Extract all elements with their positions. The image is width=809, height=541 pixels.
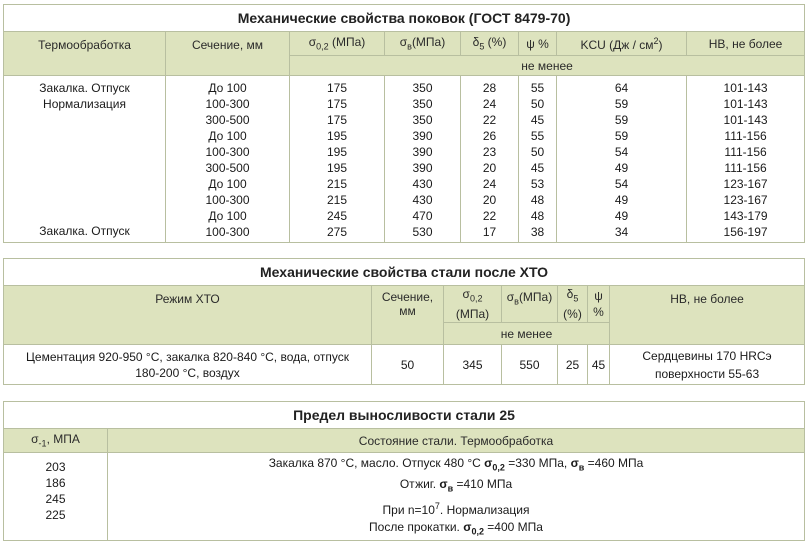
kcu-value: 54 bbox=[614, 177, 629, 191]
endurance-limit-table bbox=[3, 401, 805, 541]
reduction-value: 38 bbox=[530, 225, 545, 239]
hardness-column bbox=[687, 76, 805, 243]
reduction-value: 55 bbox=[530, 129, 545, 143]
header-reduction: ψ % bbox=[519, 32, 557, 56]
section-column bbox=[166, 76, 290, 243]
endurance-value: 203 bbox=[45, 460, 66, 474]
hardness-value: 101-143 bbox=[723, 97, 768, 111]
tensile-value: 350 bbox=[412, 113, 433, 127]
yield-value: 195 bbox=[326, 145, 348, 159]
section-value: 100-300 bbox=[205, 225, 250, 239]
reduction-value: 50 bbox=[530, 97, 545, 111]
header-section: Сечение, мм bbox=[372, 286, 444, 345]
endurance-value: 186 bbox=[45, 476, 66, 490]
elongation-value: 22 bbox=[482, 113, 497, 127]
hardness-value: 111-156 bbox=[724, 161, 767, 175]
kcu-value: 49 bbox=[614, 161, 629, 175]
kcu-value: 59 bbox=[614, 97, 629, 111]
kcu-value: 34 bbox=[614, 225, 629, 239]
kcu-value: 49 bbox=[614, 209, 629, 223]
reduction-value: 45 bbox=[588, 345, 610, 385]
yield-value: 245 bbox=[326, 209, 348, 223]
reduction-value: 45 bbox=[530, 161, 545, 175]
elongation-column bbox=[461, 76, 519, 243]
hardness-value: 143-179 bbox=[723, 209, 768, 223]
hardness-value: 111-156 bbox=[724, 145, 767, 159]
hardness-value: Сердцевины 170 HRCэ поверхности 55-63 bbox=[610, 345, 805, 385]
elongation-value: 23 bbox=[482, 145, 497, 159]
reduction-value: 48 bbox=[530, 209, 545, 223]
hardness-value: 156-197 bbox=[723, 225, 768, 239]
tensile-value: 430 bbox=[412, 193, 433, 207]
yield-value: 215 bbox=[326, 193, 348, 207]
reduction-column bbox=[519, 76, 557, 243]
table1-title: Механические свойства поковок (ГОСТ 8479-70) bbox=[4, 5, 805, 32]
table2-title: Механические свойства стали после ХТО bbox=[4, 259, 805, 286]
tensile-value: 390 bbox=[412, 129, 433, 143]
tensile-value: 430 bbox=[412, 177, 433, 191]
endurance-values-cell bbox=[4, 453, 108, 541]
tensile-value: 390 bbox=[412, 161, 433, 175]
section-value: До 100 bbox=[208, 81, 247, 95]
endurance-value: 225 bbox=[45, 508, 66, 522]
tensile-value: 350 bbox=[412, 97, 433, 111]
header-hardness: НВ, не более bbox=[610, 286, 805, 345]
header-tensile-strength: $\sigma_в(МПа)$ bbox=[502, 286, 558, 323]
hardness-value: 111-156 bbox=[724, 129, 767, 143]
yield-value: 175 bbox=[326, 113, 348, 127]
yield-value: 195 bbox=[326, 129, 348, 143]
tensile-value: 470 bbox=[412, 209, 433, 223]
header-cht-mode: Режим ХТО bbox=[4, 286, 372, 345]
elongation-value: 20 bbox=[482, 161, 497, 175]
kcu-column bbox=[557, 76, 687, 243]
header-elongation: $\delta_5$ (%) bbox=[558, 286, 588, 323]
endurance-value: 245 bbox=[45, 492, 66, 506]
yield-value: 275 bbox=[326, 225, 348, 239]
elongation-value: 24 bbox=[482, 97, 497, 111]
header-heat-treatment: Термообработка bbox=[4, 32, 166, 76]
hardness-value: 123-167 bbox=[723, 177, 768, 191]
header-kcu: KCU $(Дж / см^2)$ bbox=[557, 32, 687, 56]
section-value: 300-500 bbox=[205, 161, 250, 175]
heat-treatment-last: Закалка. Отпуск bbox=[39, 224, 130, 238]
header-min-values: не менее bbox=[444, 323, 610, 345]
elongation-value: 20 bbox=[482, 193, 497, 207]
hardness-value: 123-167 bbox=[723, 193, 768, 207]
header-hardness: НВ, не более bbox=[687, 32, 805, 56]
reduction-value: 53 bbox=[530, 177, 545, 191]
elongation-value: 24 bbox=[482, 177, 497, 191]
header-yield-strength: $\sigma_{0,2}$ (МПа) bbox=[444, 286, 502, 323]
section-value: 100-300 bbox=[205, 145, 250, 159]
hardness-value: 101-143 bbox=[723, 113, 768, 127]
reduction-value: 45 bbox=[530, 113, 545, 127]
elongation-value: 25 bbox=[558, 345, 588, 385]
section-value: До 100 bbox=[208, 129, 247, 143]
yield-value: 175 bbox=[326, 81, 348, 95]
header-min-values: не менее bbox=[290, 56, 805, 76]
reduction-value: 55 bbox=[530, 81, 545, 95]
tensile-value: 350 bbox=[412, 81, 433, 95]
tensile-column bbox=[385, 76, 461, 243]
table3-title: Предел выносливости стали 25 bbox=[4, 402, 805, 429]
tensile-value: 390 bbox=[412, 145, 433, 159]
section-value: 100-300 bbox=[205, 97, 250, 111]
yield-column bbox=[290, 76, 385, 243]
elongation-value: 28 bbox=[482, 81, 497, 95]
cht-mode-cell: Цементация 920-950 °С, закалка 820-840 °С, вода, отпуск 180-200 °С, воздух bbox=[4, 345, 372, 385]
steel-states-cell bbox=[108, 453, 805, 541]
heat-treatment-2: Нормализация bbox=[43, 97, 126, 111]
header-elongation: $\delta_5$ (%) bbox=[461, 32, 519, 56]
state-row-1: Закалка 870 °С, масло. Отпуск 480 °С $\sigma_{0,2} =330$ МПа, $\sigma_в =460$ МПа bbox=[268, 456, 644, 473]
yield-value: 175 bbox=[326, 97, 348, 111]
section-value: 100-300 bbox=[205, 193, 250, 207]
reduction-value: 48 bbox=[530, 193, 545, 207]
section-value: До 100 bbox=[208, 177, 247, 191]
elongation-value: 17 bbox=[482, 225, 497, 239]
elongation-value: 26 bbox=[482, 129, 497, 143]
section-value: 50 bbox=[372, 345, 444, 385]
state-row-4: После прокатки. $\sigma_{0,2} =400$ МПа bbox=[369, 519, 543, 537]
hardness-value: 101-143 bbox=[723, 81, 768, 95]
reduction-value: 50 bbox=[530, 145, 545, 159]
heat-treatment-cell bbox=[4, 76, 166, 243]
heat-treatment-1: Закалка. Отпуск bbox=[39, 81, 130, 95]
state-row-2: Отжиг. $\sigma_в =410$ МПа bbox=[399, 477, 513, 494]
header-tensile-strength: $\sigma_в(МПа)$ bbox=[385, 32, 461, 56]
cht-properties-table bbox=[3, 258, 805, 385]
kcu-value: 49 bbox=[614, 193, 629, 207]
elongation-value: 22 bbox=[482, 209, 497, 223]
tensile-value: 530 bbox=[412, 225, 433, 239]
kcu-value: 54 bbox=[614, 145, 629, 159]
header-yield-strength: $\sigma_{0,2}$ (МПа) bbox=[290, 32, 385, 56]
header-steel-state: Состояние стали. Термообработка bbox=[108, 429, 805, 453]
tensile-value: 550 bbox=[502, 345, 558, 385]
forgings-properties-table bbox=[3, 4, 805, 243]
kcu-value: 59 bbox=[614, 113, 629, 127]
header-reduction: ψ % bbox=[588, 286, 610, 323]
kcu-value: 59 bbox=[614, 129, 629, 143]
header-section: Сечение, мм bbox=[166, 32, 290, 76]
kcu-value: 64 bbox=[614, 81, 629, 95]
header-endurance-limit: $\sigma_{-1}$, МПА bbox=[4, 429, 108, 453]
yield-value: 215 bbox=[326, 177, 348, 191]
section-value: 300-500 bbox=[205, 113, 250, 127]
yield-value: 345 bbox=[444, 345, 502, 385]
yield-value: 195 bbox=[326, 161, 348, 175]
state-row-3: При $n=10^7$. Нормализация bbox=[382, 500, 530, 517]
section-value: До 100 bbox=[208, 209, 247, 223]
